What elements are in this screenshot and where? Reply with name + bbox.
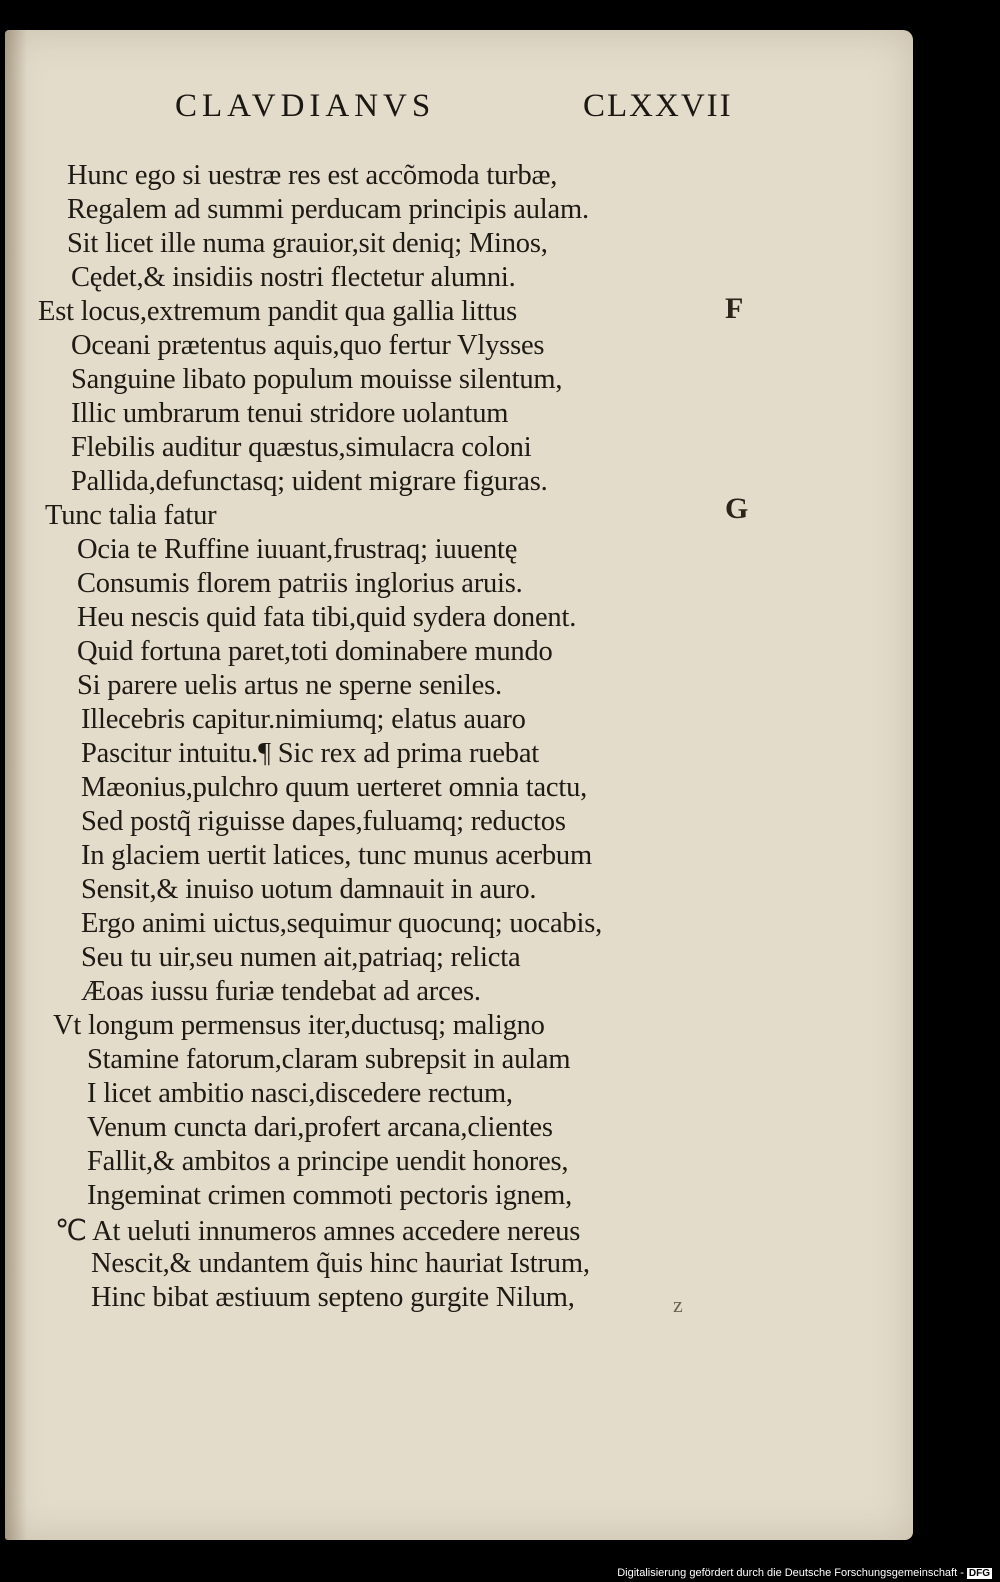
text-line: Sit licet ille numa grauior,sit deniq; Minos,	[67, 228, 548, 259]
text-line: Illecebris capitur.nimiumq; elatus auaro	[81, 704, 526, 735]
credit-text: Digitalisierung gefördert durch die Deutsche Forschungsgemeinschaft -	[617, 1567, 964, 1579]
folio-number: CLXXVII	[583, 88, 733, 124]
text-line: Venum cuncta dari,profert arcana,clientes	[87, 1112, 553, 1143]
text-line: Est locus,extremum pandit qua gallia littus	[38, 296, 517, 327]
text-line: Sensit,& inuiso uotum damnauit in auro.	[81, 874, 537, 905]
text-line: Mæonius,pulchro quum uerteret omnia tactu,	[81, 772, 588, 803]
margin-letter-g: G	[725, 492, 749, 525]
running-head-title: CLAVDIANVS	[175, 88, 436, 124]
text-line: Regalem ad summi perducam principis aulam.	[67, 194, 589, 225]
text-line: Cędet,& insidiis nostri flectetur alumni.	[71, 262, 516, 293]
signature-mark: z	[673, 1292, 683, 1317]
text-line: Nescit,& undantem q̃uis hinc hauriat Istrum,	[91, 1248, 590, 1279]
text-line: Hinc bibat æstiuum septeno gurgite Nilum,	[91, 1282, 575, 1313]
text-line: Pascitur intuitu.¶ Sic rex ad prima ruebat	[81, 738, 540, 769]
text-line: Ocia te Ruffine iuuant,frustraq; iuuentę	[77, 534, 518, 565]
text-line: Ingeminat crimen commoti pectoris ignem,	[87, 1180, 573, 1211]
text-line: Pallida,defunctasq; uident migrare figuras.	[71, 466, 548, 497]
text-line: Fallit,& ambitos a principe uendit honores,	[87, 1146, 569, 1177]
text-line: Illic umbrarum tenui stridore uolantum	[71, 398, 509, 429]
text-line: Sed postq̃ riguisse dapes,fuluamq; reductos	[81, 806, 566, 837]
text-line: Heu nescis quid fata tibi,quid sydera donent.	[77, 602, 577, 633]
margin-letter-f: F	[725, 292, 744, 325]
page-gutter-shadow	[5, 30, 27, 1540]
text-line: ℃ At ueluti innumeros amnes accedere nereus	[55, 1216, 581, 1247]
text-line: Oceani prætentus aquis,quo fertur Vlysses	[71, 330, 545, 361]
text-line: Quid fortuna paret,toti dominabere mundo	[77, 636, 553, 667]
text-line: Vt longum permensus iter,ductusq; maligno	[53, 1010, 545, 1041]
text-line: Tunc talia fatur	[45, 500, 217, 531]
digitization-credit	[617, 1567, 992, 1579]
text-line: Ergo animi uictus,sequimur quocunq; uocabis,	[81, 908, 603, 939]
text-line: Sanguine libato populum mouisse silentum,	[71, 364, 563, 395]
text-line: Stamine fatorum,claram subrepsit in aulam	[87, 1044, 571, 1075]
text-line: Flebilis auditur quæstus,simulacra coloni	[71, 432, 532, 463]
dfg-logo: DFG	[968, 1568, 990, 1579]
text-line: Æoas iussu furiæ tendebat ad arces.	[81, 976, 481, 1007]
text-line: In glaciem uertit latices, tunc munus acerbum	[81, 840, 592, 871]
text-line: I licet ambitio nasci,discedere rectum,	[87, 1078, 513, 1109]
text-line: Seu tu uir,seu numen ait,patriaq; relicta	[81, 942, 521, 973]
text-line: Hunc ego si uestræ res est accõmoda turbæ,	[67, 160, 558, 191]
text-line: Si parere uelis artus ne sperne seniles.	[77, 670, 502, 701]
book-page	[5, 30, 913, 1540]
text-line: Consumis florem patriis inglorius aruis.	[77, 568, 523, 599]
